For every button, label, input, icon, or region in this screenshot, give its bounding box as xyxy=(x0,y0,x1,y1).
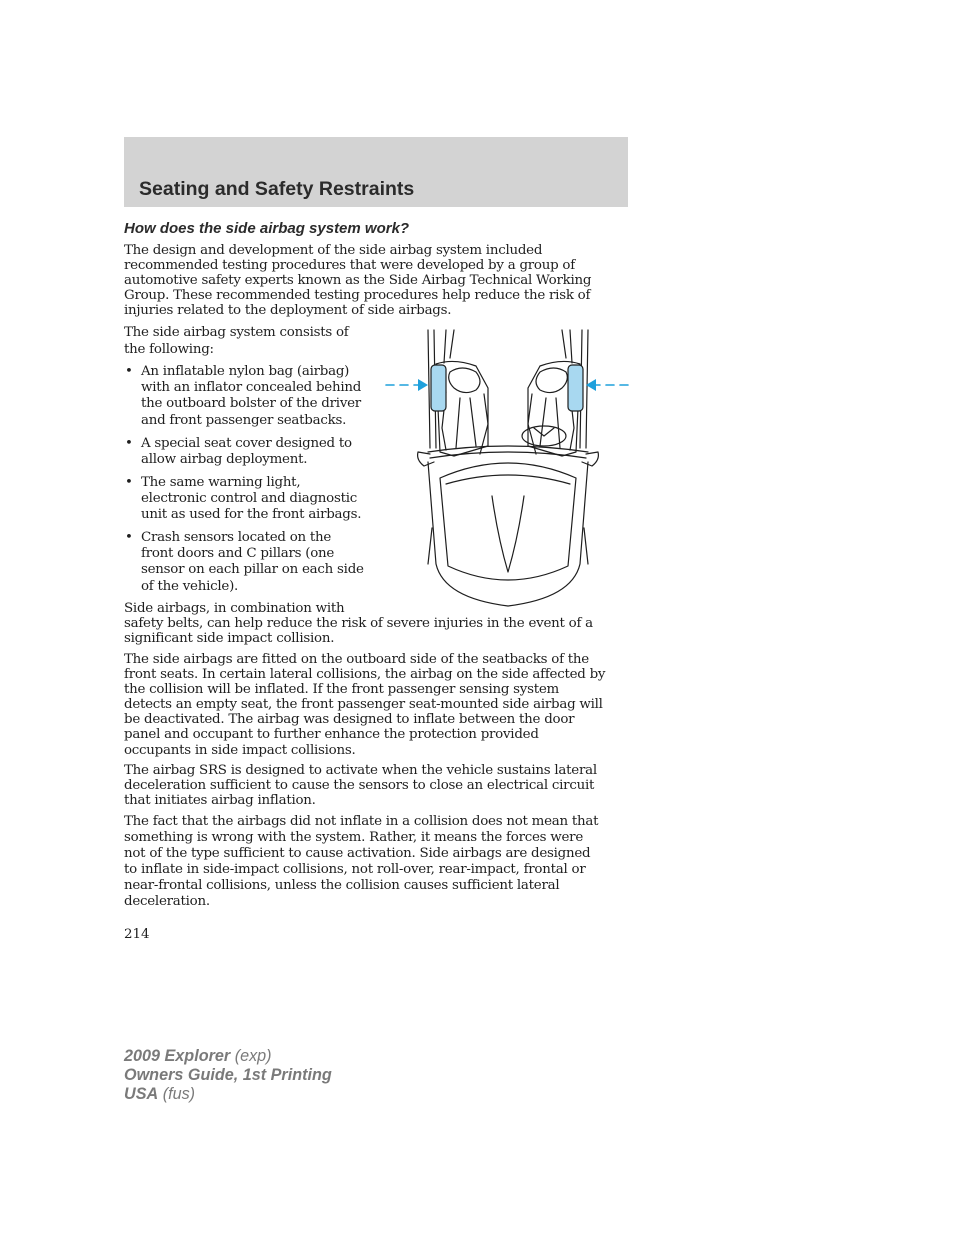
section-title: Seating and Safety Restraints xyxy=(139,178,415,200)
page-number: 214 xyxy=(124,927,150,942)
right-mirror-icon xyxy=(582,452,598,466)
right-impact-arrow-icon xyxy=(586,379,628,391)
left-occupant xyxy=(442,368,488,454)
fact-paragraph: The fact that the airbags did not inflate in a collision does not mean that something is wrong with the system. Rather, it means the forces were not of the type sufficient to cause activation. Side airbags are designed to inflate in side-impact collisions, not roll-over, rear-impact, frontal or near-frontal collisions, unless the collision causes sufficient lateral deceleration. xyxy=(124,814,599,909)
left-mirror-icon xyxy=(418,452,434,466)
hood-crease xyxy=(492,496,524,572)
dashboard xyxy=(428,446,588,452)
fitted-paragraph: The side airbags are fitted on the outboard side of the seatbacks of the front seats. In certain lateral collisions, the airbag on the side affected by the collision will be inflated. If the front passenger sensing system detects an empty seat, the front passenger seat-mounted side airbag will be deactivated. The airbag was designed to inflate between the door panel and occupant to further enhance the protection provided occupants in side impact collisions. xyxy=(124,652,606,758)
side-airbag-vehicle-illustration xyxy=(384,328,632,610)
intro-paragraph: The design and development of the side airbag system included recommended testing procedures that were developed by a group of automotive safety experts known as the Side Airbag Technical Working Group. These recommended testing procedures help reduce the risk of injuries related to the deployment of side airbags. xyxy=(124,243,592,319)
belts-paragraph: Side airbags, in combination with safety belts, can help reduce the risk of severe injuries in the event of a significant side impact collision. xyxy=(124,601,593,647)
right-side-airbag-icon xyxy=(568,365,583,411)
car-body-outline xyxy=(428,462,588,606)
subheading: How does the side airbag system work? xyxy=(124,220,410,237)
right-occupant xyxy=(528,368,574,454)
footer-edition-info: 2009 Explorer (exp) Owners Guide, 1st Printing USA (fus) xyxy=(124,1047,332,1103)
left-side-airbag-icon xyxy=(431,365,446,411)
consists-paragraph: The side airbag system consists of the following: xyxy=(124,325,349,357)
left-impact-arrow-icon xyxy=(386,379,428,391)
srs-paragraph: The airbag SRS is designed to activate when the vehicle sustains lateral deceleration sufficient to cause the sensors to close an electrical circuit that initiates airbag inflation. xyxy=(124,763,597,809)
